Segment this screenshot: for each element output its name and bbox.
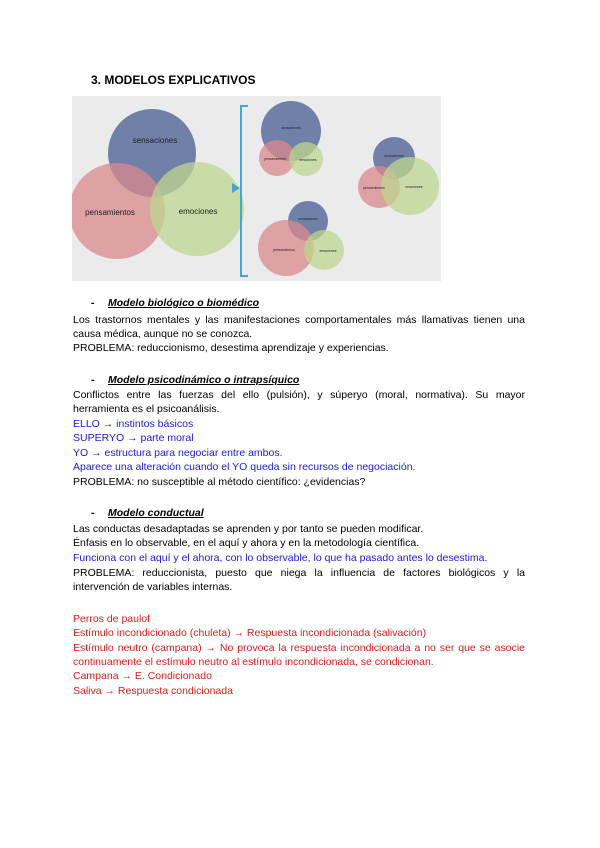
paragraph-biologico: Los trastornos mentales y las manifestaciones comportamentales más llamativas tienen una causa médica, aunque no se conozca. xyxy=(73,314,525,340)
small-venn2-label-top: sensaciones xyxy=(384,154,404,158)
problema-conductual: PROBLEMA: reduccionista, puesto que niega la influencia de factores biológicos y la intervención de variables internas. xyxy=(73,567,525,593)
subheading-psicodinamico: Modelo psicodinámico o intrapsíquico xyxy=(108,374,300,386)
pavlov-line-1: Estímulo incondicionado (chuleta) → Respuesta incondicionada (salivación) xyxy=(73,627,427,639)
small-venn1-label-top: sensaciones xyxy=(281,126,301,130)
bullet-dash: - xyxy=(91,374,95,386)
line-superyo: SUPERYO → parte moral xyxy=(73,432,194,444)
small-venn1-label-right: emociones xyxy=(299,158,317,162)
bullet-dash: - xyxy=(91,297,95,309)
pavlov-title: Perros de paulof xyxy=(73,613,151,625)
small-venn3-label-right: emociones xyxy=(319,249,337,253)
venn-label-emociones: emociones xyxy=(178,207,218,216)
pavlov-line-2: Estímulo neutro (campana) → No provoca la respuesta incondicionada a no ser que se asocie continuamente el estímulo neutro al estímulo incondicionada, se condicionan. xyxy=(73,642,525,668)
problema-biologico: PROBLEMA: reduccionismo, desestima aprendizaje y experiencias. xyxy=(73,342,389,354)
line-ello: ELLO → instintos básicos xyxy=(73,418,194,430)
bullet-dash: - xyxy=(91,507,95,519)
subheading-biologico: Modelo biológico o biomédico xyxy=(108,297,260,309)
line-yo: YO → estructura para negociar entre ambos. xyxy=(73,447,283,459)
venn-label-pensamientos: pensamientos xyxy=(85,208,135,217)
line-conductual-blue: Funciona con el aquí y el ahora, con lo observable, lo que ha pasado antes lo desestima. xyxy=(73,552,488,564)
paragraph-psicodinamico: Conflictos entre las fuerzas del ello (pulsión), y súperyo (moral, normativa). Su mayor herramienta es el psicoanálisis. xyxy=(73,389,525,415)
bracket-shape xyxy=(241,106,248,276)
pavlov-line-4: Saliva → Respuesta condicionada xyxy=(73,685,233,697)
venn-label-sensaciones: sensaciones xyxy=(132,136,178,145)
problema-psicodinamico: PROBLEMA: no susceptible al método científico: ¿evidencias? xyxy=(73,476,366,488)
venn-diagram-figure xyxy=(72,96,441,281)
line-alteracion: Aparece una alteración cuando el YO queda sin recursos de negociación. xyxy=(73,461,416,473)
small-venn2-label-right: emociones xyxy=(405,185,423,189)
line-conductual-2: Énfasis en lo observable, en el aquí y ahora y en la metodología científica. xyxy=(73,537,420,549)
venn-diagram xyxy=(72,96,441,281)
small-venn2-label-left: pensamientos xyxy=(363,186,385,190)
section-heading: 3. MODELOS EXPLICATIVOS xyxy=(91,73,256,87)
small-venn3-label-left: pensamientos xyxy=(273,248,295,252)
subheading-conductual: Modelo conductual xyxy=(108,507,204,519)
pavlov-line-3: Campana → E. Condicionado xyxy=(73,670,212,682)
line-conductual-1: Las conductas desadaptadas se aprenden y por tanto se pueden modificar. xyxy=(73,523,424,535)
small-venn1-label-left: pensamientos xyxy=(264,157,286,161)
small-venn3-label-top: sensaciones xyxy=(298,217,318,221)
